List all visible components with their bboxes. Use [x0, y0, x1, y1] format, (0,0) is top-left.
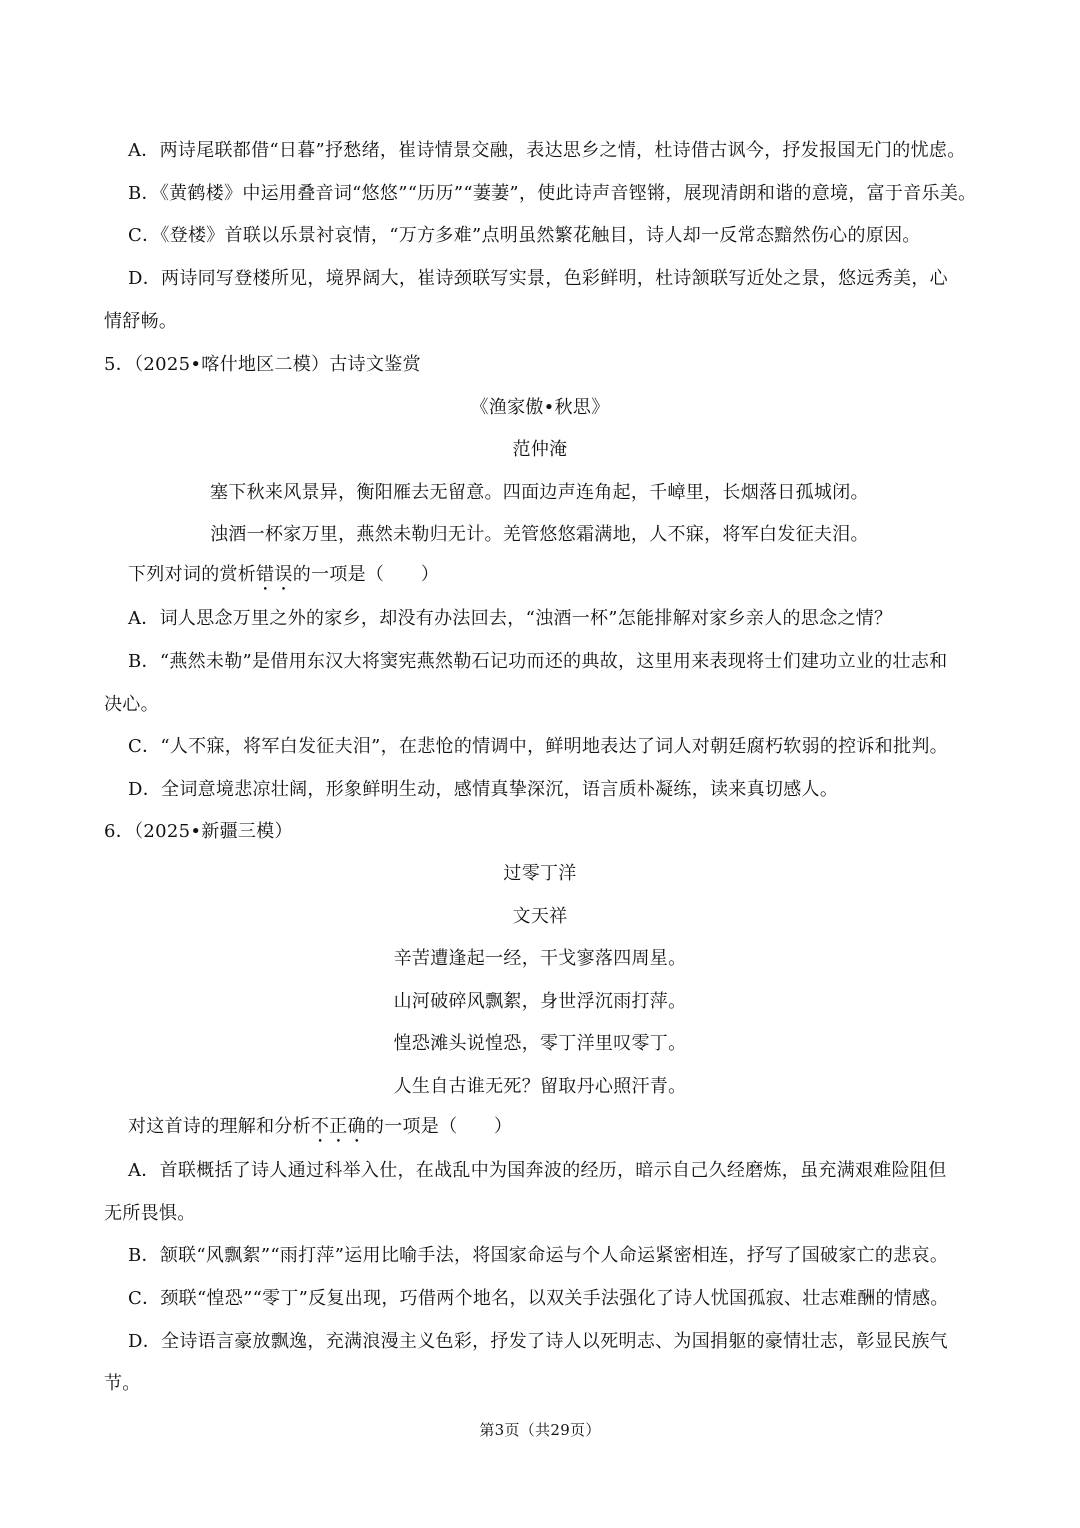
- q6-poem-line1: 辛苦遭逢起一经，干戈寥落四周星。: [393, 948, 687, 969]
- q5-stem-before: 下列对词的赏析: [128, 564, 257, 585]
- q4-option-b: B．《黄鹤楼》中运用叠音词“悠悠”“历历”“萋萋”，使此诗声音铿锵，展现清朗和谐的意境，富于音乐美。: [128, 183, 977, 204]
- q6-poem-line3: 惶恐滩头说惶恐，零丁洋里叹零丁。: [393, 1033, 687, 1054]
- q5-poem-author: 范仲淹: [512, 439, 568, 460]
- q5-poem-line1: 塞下秋来风景异，衡阳雁去无留意。四面边声连角起，千嶂里，长烟落日孤城闭。: [210, 482, 869, 503]
- q5-stem-emphasis: 错误: [256, 564, 293, 585]
- q6-poem-line4: 人生自古谁无死？留取丹心照汗青。: [393, 1076, 687, 1097]
- q5-heading: 5．（2025•喀什地区二模）古诗文鉴赏: [104, 354, 421, 375]
- q5-option-b-line2: 决心。: [104, 694, 159, 715]
- q4-option-a: A．两诗尾联都借“日暮”抒愁绪，崔诗情景交融，表达思乡之情，杜诗借古讽今，抒发报国无门的忧虑。: [128, 140, 966, 161]
- q6-option-a-line1: A．首联概括了诗人通过科举入仕，在战乱中为国奔波的经历，暗示自己久经磨炼，虽充满艰难险阻但: [128, 1160, 947, 1181]
- q5-option-d: D．全词意境悲凉壮阔，形象鲜明生动，感情真挚深沉，语言质朴凝练，读来真切感人。: [128, 779, 839, 800]
- q6-stem-before: 对这首诗的理解和分析: [128, 1116, 311, 1137]
- q6-poem-line2: 山河破碎风飘絮，身世浮沉雨打萍。: [393, 991, 687, 1012]
- q5-poem-line2: 浊酒一杯家万里，燕然未勒归无计。羌管悠悠霜满地，人不寐，将军白发征夫泪。: [210, 524, 869, 545]
- q4-option-c: C．《登楼》首联以乐景衬哀情，“万方多难”点明虽然繁花触目，诗人却一反常态黯然伤心的原因。: [128, 225, 921, 246]
- q6-option-c: C．颈联“惶恐”“零丁”反复出现，巧借两个地名，以双关手法强化了诗人忧国孤寂、壮志难酬的情感。: [128, 1288, 949, 1309]
- q5-stem: [128, 562, 439, 595]
- q6-option-b: B．颔联“风飘絮”“雨打萍”运用比喻手法，将国家命运与个人命运紧密相连，抒写了国破家亡的悲哀。: [128, 1245, 949, 1266]
- q6-poem-title: 过零丁洋: [503, 863, 577, 884]
- q6-option-a-line2: 无所畏惧。: [104, 1203, 196, 1224]
- q6-heading: 6．（2025•新疆三模）: [104, 821, 293, 842]
- q5-option-a: A．词人思念万里之外的家乡，却没有办法回去，“浊酒一杯”怎能排解对家乡亲人的思念之情？: [128, 608, 893, 629]
- q4-option-d-line2: 情舒畅。: [104, 311, 178, 332]
- q6-stem: [128, 1114, 512, 1147]
- q6-option-d-line2: 节。: [104, 1373, 141, 1394]
- q6-stem-after: 的一项是（ ）: [365, 1116, 513, 1137]
- q6-stem-emphasis: 不正确: [311, 1116, 366, 1137]
- q5-stem-after: 的一项是（ ）: [292, 564, 440, 585]
- q6-poem-author: 文天祥: [512, 906, 568, 927]
- q6-option-d-line1: D．全诗语言豪放飘逸，充满浪漫主义色彩，抒发了诗人以死明志、为国捐躯的豪情壮志，彰显民族气: [128, 1331, 948, 1352]
- q5-option-b-line1: B．“燕然未勒”是借用东汉大将窦宪燕然勒石记功而还的典故，这里用来表现将士们建功立业的壮志和: [128, 651, 948, 672]
- q5-poem-title: 《渔家傲•秋思》: [470, 397, 610, 418]
- page-number-footer: 第3页（共29页）: [479, 1421, 601, 1439]
- q4-option-d-line1: D．两诗同写登楼所见，境界阔大，崔诗颈联写实景，色彩鲜明，杜诗颔联写近处之景，悠远秀美，心: [128, 268, 948, 289]
- q5-option-c: C．“人不寐，将军白发征夫泪”，在悲怆的情调中，鲜明地表达了词人对朝廷腐朽软弱的控诉和批判。: [128, 736, 948, 757]
